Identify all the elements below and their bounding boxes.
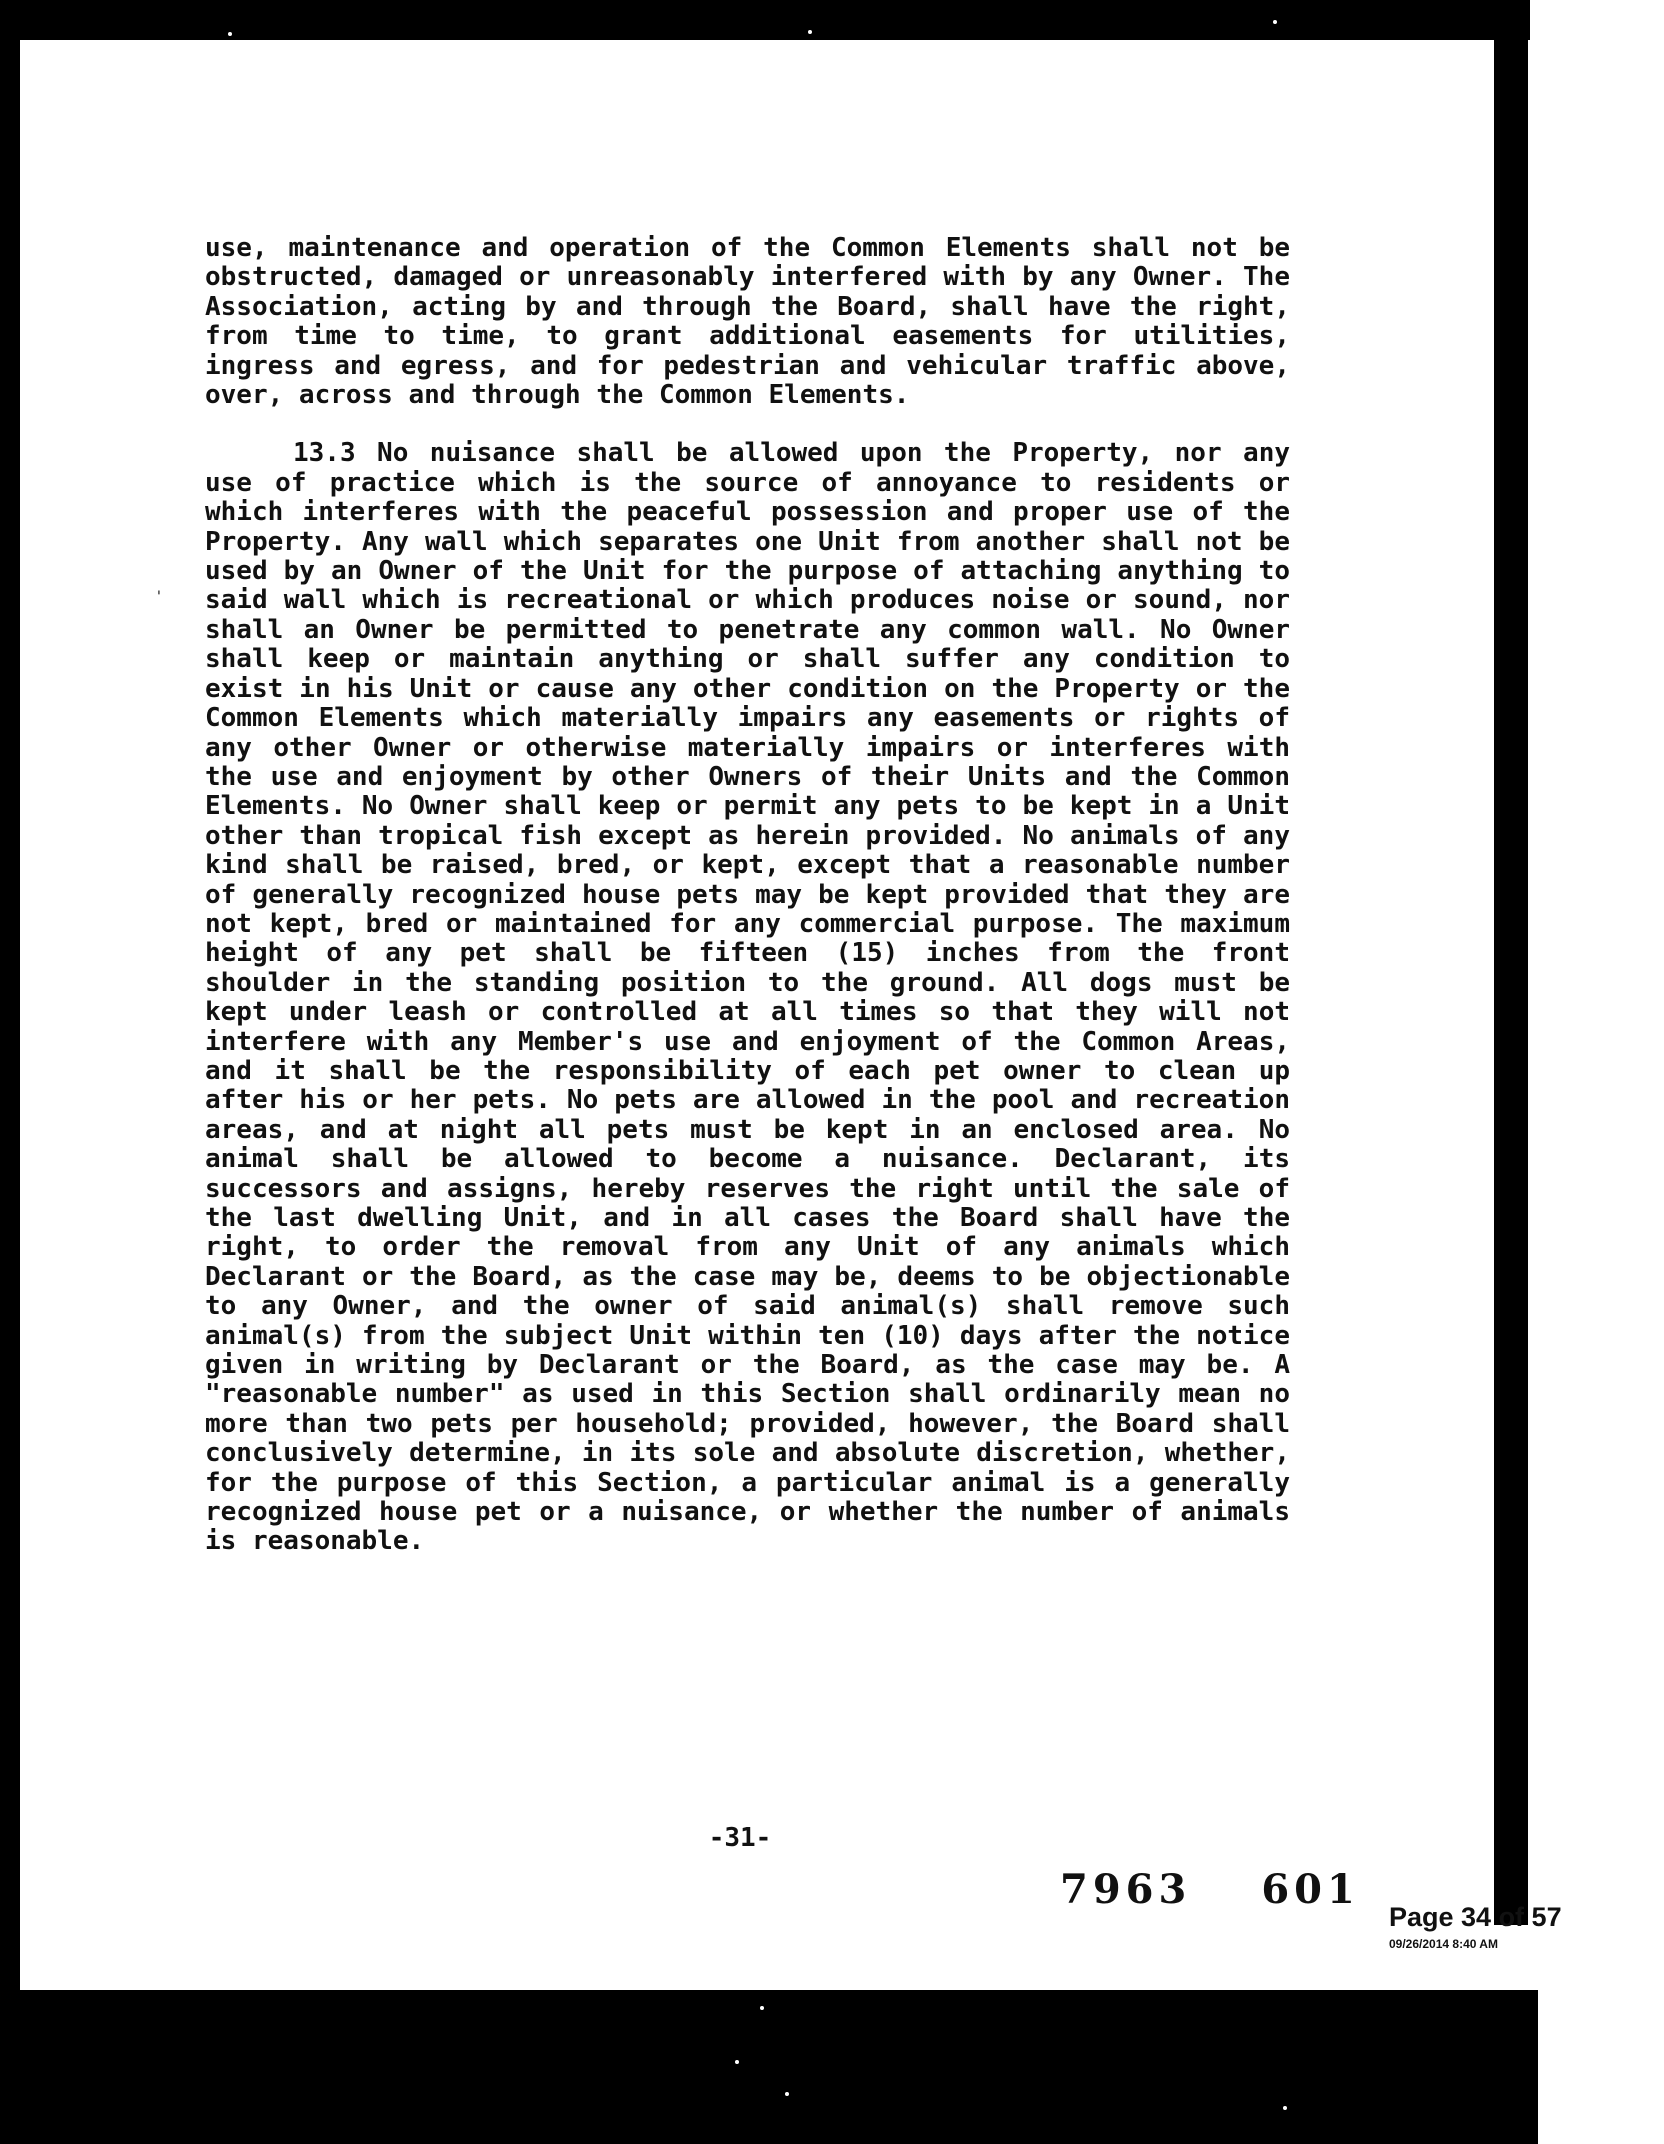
- book-page-number: 601: [1261, 1866, 1360, 1913]
- scan-speck: [785, 2092, 789, 2096]
- scan-speck: [760, 2006, 764, 2010]
- scan-border-right: [1494, 0, 1528, 1925]
- stamp-datetime: 09/26/2014 8:40 AM: [1389, 1937, 1498, 1951]
- scan-speck: [808, 30, 812, 34]
- scan-speck: [228, 32, 232, 36]
- scan-border-left: [0, 0, 20, 1990]
- stamp-page-label: Page 34 of 57: [1389, 1902, 1562, 1932]
- book-page-reference: [1060, 1866, 1360, 1913]
- page-number: -31-: [708, 1823, 772, 1853]
- book-number: 7963: [1060, 1866, 1192, 1913]
- paragraph-continuation: use, maintenance and operation of the Common Elements shall not be obstructed, damaged or unreasonably interfered with by any Owner. The Association, acting by and through the Board, shall have the right, from time to time, to grant additional easements for utilities, ingress and egress, and for pedestrian and vehicular traffic above, over, across and through the Common Elements.: [205, 233, 1290, 411]
- scan-speck: [1273, 20, 1277, 24]
- scan-border-bottom: [0, 1990, 1538, 2144]
- scan-speck: [735, 2060, 739, 2064]
- margin-mark: ': [157, 589, 161, 605]
- document-body: [205, 234, 1290, 1557]
- scan-speck: [1283, 2106, 1287, 2110]
- paragraph-13-3: 13.3 No nuisance shall be allowed upon the Property, nor any use of practice which is the source of annoyance to residents or which interferes with the peaceful possession and proper use of the Property. Any wall which separates one Unit from another shall not be used by an Owner of the Unit for the purpose of attaching anything to said wall which is recreational or which produces noise or sound, nor shall an Owner be permitted to penetrate any common wall. No Owner shall keep or maintain anything or shall suffer any condition to exist in his Unit or cause any other condition on the Property or the Common Elements which materially impairs any easements or rights of any other Owner or otherwise materially impairs or interferes with the use and enjoyment by other Owners of their Units and the Common Elements. No Owner shall keep or permit any pets to be kept in a Unit other than tropical fish except as herein provided. No animals of any kind shall be raised, bred, or kept, except that a reasonable number of generally recognized house pets may be kept provided that they are not kept, bred or maintained for any commercial purpose. The maximum height of any pet shall be fifteen (15) inches from the front shoulder in the standing position to the ground. All dogs must be kept under leash or controlled at all times so that they will not interfere with any Member's use and enjoyment of the Common Areas, and it shall be the responsibility of each pet owner to clean up after his or her pets. No pets are allowed in the pool and recreation areas, and at night all pets must be kept in an enclosed area. No animal shall be allowed to become a nuisance. Declarant, its successors and assigns, hereby reserves the right until the sale of the last dwelling Unit, and in all cases the Board shall have the right, to order the removal from any Unit of any animals which Declarant or the Board, as the case may be, deems to be objectionable to any Owner, and the owner of said animal(s) shall remove such animal(s) from the subject Unit within ten (10) days after the notice given in writing by Declarant or the Board, as the case may be. A "reasonable number" as used in this Section shall ordinarily mean no more than two pets per household; provided, however, the Board shall conclusively determine, in its sole and absolute discretion, whether, for the purpose of this Section, a particular animal is a generally recognized house pet or a nuisance, or whether the number of animals is reasonable.: [205, 438, 1290, 1557]
